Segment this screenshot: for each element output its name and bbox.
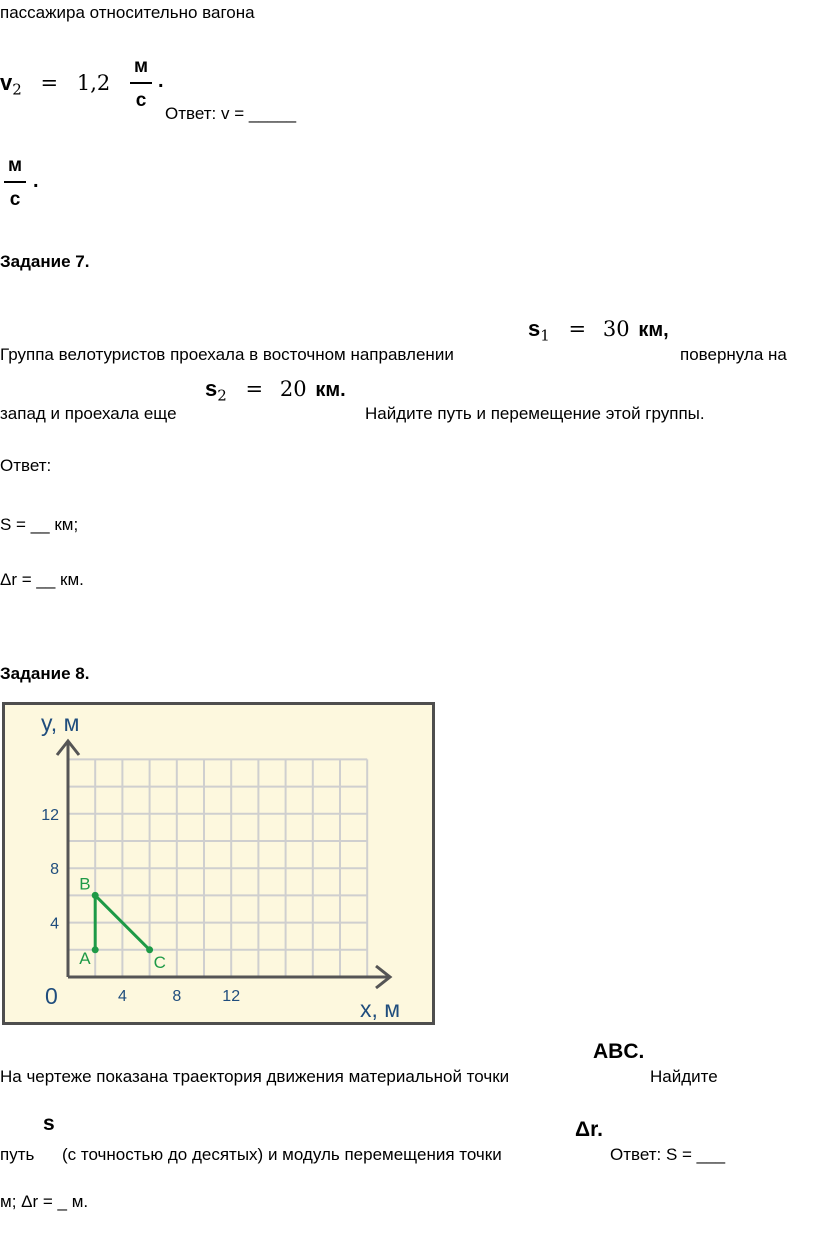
s2-formula (205, 376, 346, 404)
v2-unit-fraction (130, 56, 152, 112)
answer-unit-fraction (4, 155, 26, 211)
s1-value: 30 (602, 317, 630, 341)
point-a (92, 946, 99, 953)
task7-heading: Задание 7. (0, 252, 90, 271)
s2-unit: км. (315, 379, 346, 401)
point-b (92, 892, 99, 899)
unit-numerator: м (7, 155, 23, 176)
s2-subscript: 2 (217, 386, 227, 405)
task8-text-4: (с точностью до десятых) и модуль перемещения точки (62, 1145, 502, 1164)
s2-value: 20 (279, 377, 307, 401)
s2-symbol: s (205, 376, 218, 401)
v2-subscript: 2 (12, 80, 22, 99)
text-line-1: пассажира относительно вагона (0, 3, 255, 22)
fraction-bar (130, 82, 152, 84)
v2-symbol: v (0, 70, 13, 95)
s1-equals: = (568, 317, 587, 341)
v2-period: . (158, 70, 164, 92)
y-tick-label: 12 (41, 806, 59, 824)
s-symbol: s (43, 1112, 55, 1135)
y-axis-label: y, м (41, 710, 80, 736)
point-label-c: C (153, 952, 166, 972)
delta-r-symbol: Δr. (575, 1118, 603, 1141)
fraction-bar (4, 181, 26, 183)
task7-text-2: повернула на (680, 345, 787, 364)
v2-equals: = (40, 71, 59, 95)
x-axis-label: x, м (360, 996, 401, 1022)
y-tick-label: 4 (50, 915, 59, 933)
x-tick-label: 4 (117, 988, 127, 1005)
task8-text-5: Ответ: S = ___ (610, 1145, 726, 1164)
unit-numerator: м (133, 56, 149, 77)
x-tick-label: 8 (172, 988, 182, 1005)
s1-unit: км, (638, 319, 669, 341)
s1-formula (528, 316, 669, 344)
task7-answer-s: S = __ км; (0, 515, 79, 534)
point-c (146, 946, 153, 953)
v2-value: 1,2 (76, 71, 111, 95)
task8-text-6: м; Δr = _ м. (0, 1192, 89, 1211)
s1-symbol: s (528, 316, 541, 341)
task8-text-2: Найдите (650, 1067, 718, 1086)
trajectory-chart (2, 702, 435, 1025)
unit-denominator: с (135, 90, 147, 111)
task7-text-1: Группа велотуристов проехала в восточном направлении (0, 345, 454, 364)
unit-denominator: с (9, 189, 21, 210)
abc-label: ABC. (593, 1040, 645, 1063)
task7-text-3: запад и проехала еще (0, 404, 177, 423)
task8-text-3: путь (0, 1145, 35, 1164)
task8-text-1: На чертеже показана траектория движения материальной точки (0, 1067, 510, 1086)
origin-label: 0 (45, 983, 58, 1009)
task8-heading: Задание 8. (0, 664, 90, 683)
point-label-b: B (79, 874, 91, 894)
v2-formula (0, 70, 110, 98)
s2-equals: = (245, 377, 264, 401)
trajectory-chart-svg (5, 705, 432, 1022)
answer-v: Ответ: v = _____ (165, 104, 297, 123)
task7-answer-label: Ответ: (0, 456, 52, 475)
answer-unit-period: . (33, 170, 39, 192)
task7-answer-r: Δr = __ км. (0, 570, 84, 589)
task7-text-4: Найдите путь и перемещение этой группы. (365, 404, 705, 423)
y-tick-label: 8 (50, 861, 59, 879)
point-label-a: A (79, 948, 91, 968)
x-tick-label: 12 (222, 988, 241, 1005)
s1-subscript: 1 (540, 326, 550, 345)
